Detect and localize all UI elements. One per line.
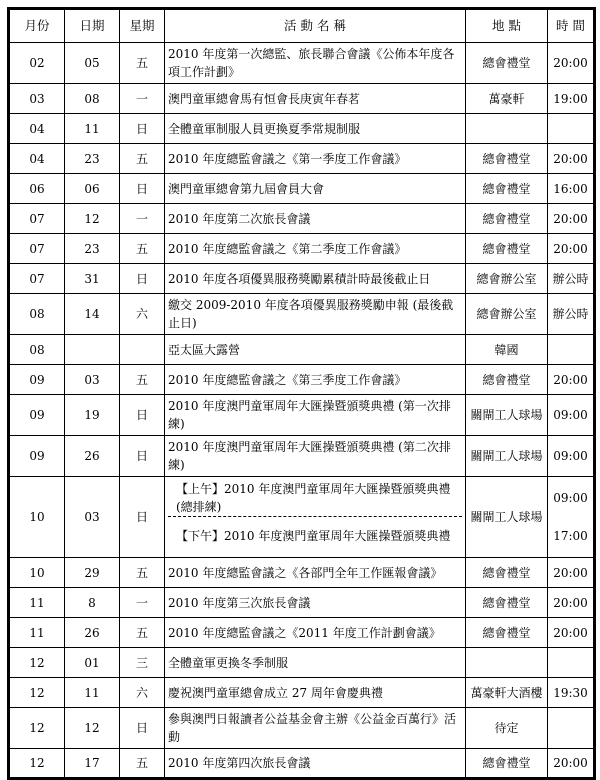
date-cell: 01 — [65, 648, 120, 678]
activity-cell: 2010 年度澳門童軍周年大匯操暨頒獎典禮 (第一次排練) — [165, 395, 466, 436]
table-row — [9, 84, 595, 114]
time-cell — [548, 114, 595, 144]
week-cell: 一 — [120, 204, 165, 234]
week-cell: 五 — [120, 365, 165, 395]
activity-cell: 繳交 2009-2010 年度各項優異服務獎勵申報 (最後截止日) — [165, 294, 466, 335]
month-cell: 12 — [9, 648, 65, 678]
month-cell: 07 — [9, 234, 65, 264]
time-cell: 09:00 — [548, 436, 595, 477]
activity-afternoon: 【下午】2010 年度澳門童軍周年大匯操暨頒獎典禮 — [176, 529, 451, 543]
activity-cell: 2010 年度澳門童軍周年大匯操暨頒獎典禮 (第二次排練) — [165, 436, 466, 477]
time-cell: 20:00 — [548, 234, 595, 264]
date-cell: 11 — [65, 114, 120, 144]
table-row — [9, 648, 595, 678]
table-row — [9, 144, 595, 174]
month-cell: 04 — [9, 114, 65, 144]
date-cell: 31 — [65, 264, 120, 294]
date-cell: 29 — [65, 558, 120, 588]
week-cell: 五 — [120, 144, 165, 174]
month-cell: 08 — [9, 335, 65, 365]
week-cell: 日 — [120, 395, 165, 436]
activity-cell: 澳門童軍總會馬有恒會長庚寅年春茗 — [165, 84, 466, 114]
week-cell: 日 — [120, 436, 165, 477]
table-row — [9, 174, 595, 204]
activity-cell: 參與澳門日報讀者公益基金會主辦《公益金百萬行》活動 — [165, 708, 466, 749]
header-venue: 地 點 — [466, 9, 548, 43]
table-row — [9, 477, 595, 558]
time-cell: 20:00 — [548, 43, 595, 84]
date-cell: 12 — [65, 204, 120, 234]
activity-cell: 澳門童軍總會第九屆會員大會 — [165, 174, 466, 204]
date-cell: 03 — [65, 477, 120, 558]
activity-cell: 2010 年度第二次旅長會議 — [165, 204, 466, 234]
week-cell: 日 — [120, 114, 165, 144]
week-cell: 五 — [120, 558, 165, 588]
week-cell: 六 — [120, 294, 165, 335]
week-cell: 日 — [120, 708, 165, 749]
time-cell: 20:00 — [548, 749, 595, 779]
date-cell: 12 — [65, 708, 120, 749]
week-cell — [120, 335, 165, 365]
activity-cell: 2010 年度各項優異服務獎勵累積計時最後截止日 — [165, 264, 466, 294]
week-cell: 一 — [120, 588, 165, 618]
date-cell: 8 — [65, 588, 120, 618]
time-cell — [548, 648, 595, 678]
month-cell: 12 — [9, 678, 65, 708]
month-cell: 04 — [9, 144, 65, 174]
week-cell: 五 — [120, 618, 165, 648]
month-cell: 12 — [9, 749, 65, 779]
activity-morning: 【上午】2010 年度澳門童軍周年大匯操暨頒獎典禮 (總排練) — [168, 479, 462, 517]
table-row — [9, 558, 595, 588]
date-cell: 06 — [65, 174, 120, 204]
header-week: 星期 — [120, 9, 165, 43]
venue-cell: 總會禮堂 — [466, 749, 548, 779]
time-cell: 19:30 — [548, 678, 595, 708]
venue-cell: 關閘工人球場 — [466, 477, 548, 558]
time-cell: 辦公時 — [548, 264, 595, 294]
activity-cell: 全體童軍更換冬季制服 — [165, 648, 466, 678]
time-cell: 20:00 — [548, 204, 595, 234]
table-row — [9, 204, 595, 234]
time-cell: 09:00 — [548, 395, 595, 436]
activity-cell: 2010 年度總監會議之《第二季度工作會議》 — [165, 234, 466, 264]
table-row — [9, 618, 595, 648]
month-cell: 10 — [9, 477, 65, 558]
date-cell — [65, 335, 120, 365]
venue-cell: 總會禮堂 — [466, 174, 548, 204]
week-cell: 五 — [120, 749, 165, 779]
time-cell — [548, 335, 595, 365]
time-cell: 20:00 — [548, 618, 595, 648]
activity-cell: 2010 年度總監會議之《第一季度工作會議》 — [165, 144, 466, 174]
venue-cell — [466, 648, 548, 678]
header-row — [9, 9, 595, 43]
table-row — [9, 335, 595, 365]
schedule-table — [7, 7, 596, 780]
week-cell: 三 — [120, 648, 165, 678]
venue-cell: 待定 — [466, 708, 548, 749]
table-row — [9, 365, 595, 395]
time-cell: 辦公時 — [548, 294, 595, 335]
month-cell: 11 — [9, 588, 65, 618]
table-row — [9, 395, 595, 436]
venue-cell: 總會禮堂 — [466, 558, 548, 588]
activity-cell: 2010 年度總監會議之《2011 年度工作計劃會議》 — [165, 618, 466, 648]
table-body — [9, 43, 595, 779]
venue-cell: 總會禮堂 — [466, 144, 548, 174]
month-cell: 11 — [9, 618, 65, 648]
week-cell: 日 — [120, 264, 165, 294]
time-cell — [548, 477, 595, 558]
activity-cell: 全體童軍制服人員更換夏季常規制服 — [165, 114, 466, 144]
table-row — [9, 234, 595, 264]
time-cell: 19:00 — [548, 84, 595, 114]
table-row — [9, 43, 595, 84]
table-header — [9, 9, 595, 43]
month-cell: 07 — [9, 264, 65, 294]
date-cell: 17 — [65, 749, 120, 779]
month-cell: 02 — [9, 43, 65, 84]
activity-cell: 2010 年度第三次旅長會議 — [165, 588, 466, 618]
table-row — [9, 588, 595, 618]
activity-cell: 2010 年度第一次總監、旅長聯合會議《公佈本年度各項工作計劃》 — [165, 43, 466, 84]
date-cell: 08 — [65, 84, 120, 114]
time-cell: 16:00 — [548, 174, 595, 204]
venue-cell: 總會禮堂 — [466, 365, 548, 395]
venue-cell — [466, 114, 548, 144]
activity-cell: 慶祝澳門童軍總會成立 27 周年會慶典禮 — [165, 678, 466, 708]
table-row — [9, 708, 595, 749]
venue-cell: 總會禮堂 — [466, 43, 548, 84]
date-cell: 23 — [65, 234, 120, 264]
time-cell: 20:00 — [548, 144, 595, 174]
date-cell: 14 — [65, 294, 120, 335]
month-cell: 06 — [9, 174, 65, 204]
week-cell: 日 — [120, 174, 165, 204]
month-cell: 09 — [9, 436, 65, 477]
month-cell: 10 — [9, 558, 65, 588]
activity-cell: 2010 年度總監會議之《各部門全年工作匯報會議》 — [165, 558, 466, 588]
venue-cell: 總會禮堂 — [466, 588, 548, 618]
date-cell: 26 — [65, 618, 120, 648]
time-cell: 20:00 — [548, 365, 595, 395]
month-cell: 09 — [9, 395, 65, 436]
header-activity: 活 動 名 稱 — [165, 9, 466, 43]
week-cell: 六 — [120, 678, 165, 708]
month-cell: 08 — [9, 294, 65, 335]
header-date: 日期 — [65, 9, 120, 43]
time-afternoon: 17:00 — [553, 529, 588, 543]
date-cell: 19 — [65, 395, 120, 436]
venue-cell: 關閘工人球場 — [466, 436, 548, 477]
time-cell — [548, 708, 595, 749]
table-row — [9, 436, 595, 477]
time-cell: 20:00 — [548, 588, 595, 618]
month-cell: 12 — [9, 708, 65, 749]
venue-cell: 總會辦公室 — [466, 264, 548, 294]
venue-cell: 總會禮堂 — [466, 204, 548, 234]
activity-cell: 2010 年度第四次旅長會議 — [165, 749, 466, 779]
month-cell: 07 — [9, 204, 65, 234]
date-cell: 05 — [65, 43, 120, 84]
week-cell: 一 — [120, 84, 165, 114]
table-row — [9, 749, 595, 779]
table-row — [9, 114, 595, 144]
month-cell: 03 — [9, 84, 65, 114]
venue-cell: 總會辦公室 — [466, 294, 548, 335]
week-cell: 日 — [120, 477, 165, 558]
header-month: 月份 — [9, 9, 65, 43]
activity-cell: 2010 年度總監會議之《第三季度工作會議》 — [165, 365, 466, 395]
header-time: 時 間 — [548, 9, 595, 43]
table-row — [9, 264, 595, 294]
date-cell: 11 — [65, 678, 120, 708]
date-cell: 23 — [65, 144, 120, 174]
time-morning: 09:00 — [553, 491, 588, 505]
date-cell: 03 — [65, 365, 120, 395]
venue-cell: 萬豪軒大酒樓 — [466, 678, 548, 708]
time-cell: 20:00 — [548, 558, 595, 588]
month-cell: 09 — [9, 365, 65, 395]
venue-cell: 萬豪軒 — [466, 84, 548, 114]
activity-cell: 亞太區大露營 — [165, 335, 466, 365]
table-row — [9, 294, 595, 335]
venue-cell: 關閘工人球場 — [466, 395, 548, 436]
venue-cell: 韓國 — [466, 335, 548, 365]
week-cell: 五 — [120, 43, 165, 84]
week-cell: 五 — [120, 234, 165, 264]
venue-cell: 總會禮堂 — [466, 234, 548, 264]
activity-cell — [165, 477, 466, 558]
date-cell: 26 — [65, 436, 120, 477]
venue-cell: 總會禮堂 — [466, 618, 548, 648]
table-row — [9, 678, 595, 708]
